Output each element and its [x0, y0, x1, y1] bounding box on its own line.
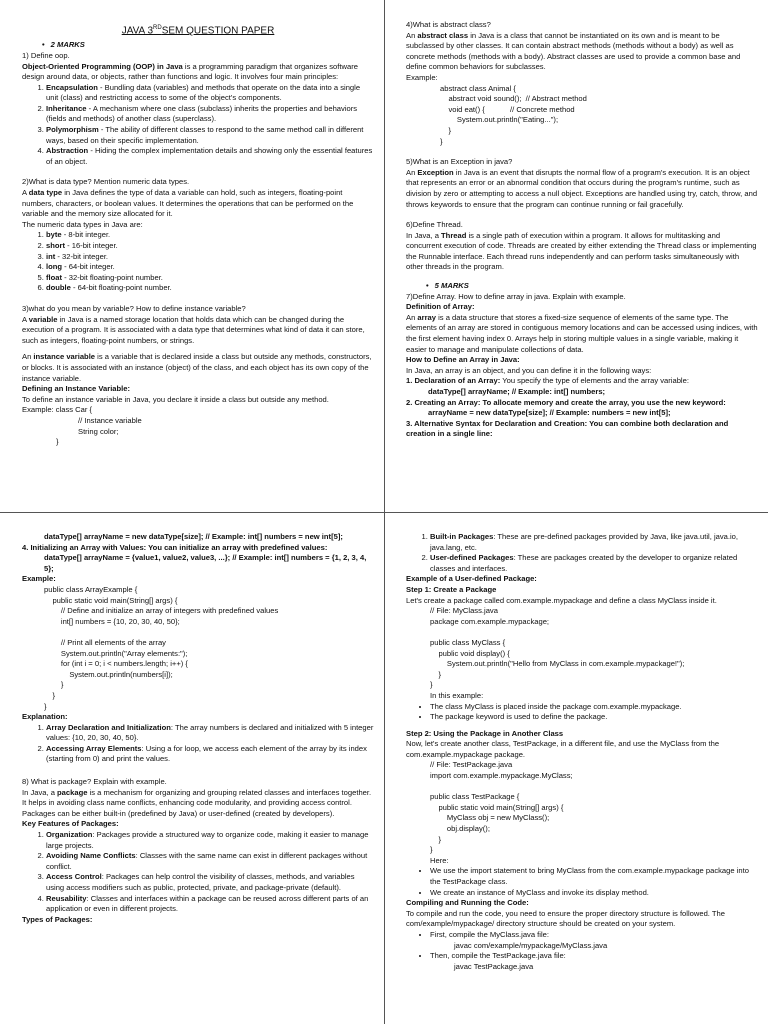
page-3 [0, 512, 384, 1024]
code-line: } [56, 437, 59, 447]
list-item: 3. int - 32-bit integer. [46, 252, 374, 263]
subheading: Explanation: [22, 712, 68, 722]
answer-paragraph: In Java, a package is a mechanism for organizing and grouping related classes and interfaces together. It helps in avoiding class name conflicts, enhancing code modularity, and providing access control. Packages can be either built-in (predefined by Java) or user-defined (created by developers). [22, 787, 372, 818]
list-item: 2. short - 16-bit integer. [46, 241, 374, 252]
answer-paragraph: A data type in Java defines the type of data a variable can hold, such as integers, floating-point numbers, characters, or boolean values. It determines the operations that can be performed on the variable and the memory size allocated for it. [22, 188, 354, 219]
code-line: dataType[] arrayName = {value1, value2, value3, ...}; // Example: int[] numbers = {1, 2, 3, 4, 5}; [44, 553, 367, 573]
subheading: Defining an Instance Variable: [22, 384, 131, 394]
question-5: 5)What is an Exception in java? [406, 157, 513, 167]
numeric-types-list [22, 230, 374, 294]
list-item: 2. Accessing Array Elements: Using a for loop, we access each element of the array by its index (starting from 0) and print the values. [46, 744, 374, 765]
list-item: 4. Abstraction - Hiding the complex implementation details and showing only the essential features of an object. [46, 146, 374, 167]
page-4 [384, 512, 768, 1024]
answer-paragraph: A variable in Java is a named storage location that holds data which can be changed during the execution of a program. It is associated with a data type that determines what kind of data it can store, such as integers, floating-point numbers, or strings. [22, 314, 365, 345]
list-item: 2. User-defined Packages: These are packages created by the developer to organize related classes and interfaces. [430, 553, 758, 574]
section-heading-5-marks: • 5 MARKS [426, 281, 758, 292]
package-types-list [406, 532, 758, 574]
question-7: 7)Define Array. How to define array in java. Explain with example. [406, 291, 626, 301]
list-item: 1. byte - 8-bit integer. [46, 230, 374, 241]
list-item: • First, compile the MyClass.java file: javac com/example/mypackage/MyClass.java [430, 930, 758, 951]
answer-paragraph: An array is a data structure that stores a fixed-size sequence of elements of the same type. The elements of an array are stored in contiguous memory locations and can be accessed using indices, with the first element having index 0. Arrays help in storing multiple values in a single variable, making it easier to manage and manipulate collections of data. [406, 312, 758, 354]
explanation-list [22, 723, 374, 765]
list-item: 1. Built-in Packages: These are pre-defined packages provided by Java, like java.util, java.io, java.lang, etc. [430, 532, 758, 553]
example-label: Example: [406, 72, 438, 82]
step-4: 4. Initializing an Array with Values: You can initialize an array with predefined values: [22, 542, 328, 552]
code-line: // Instance variable [78, 415, 142, 425]
list-item: 1. Array Declaration and Initialization: The array numbers is declared and initialized with 5 integer values: {10, 20, 30, 40, 50}. [46, 723, 374, 744]
code-line: dataType[] arrayName = new dataType[size]; // Example: int[] numbers = new int[5]; [44, 532, 343, 541]
subheading: Key Features of Packages: [22, 819, 119, 829]
subheading: Definition of Array: [406, 302, 475, 312]
section-heading-2-marks: • 2 MARKS [42, 40, 374, 51]
step-heading: Step 1: Create a Package [406, 584, 497, 594]
list-item: • We create an instance of MyClass and invoke its display method. [430, 888, 758, 899]
answer-paragraph: Let's create a package called com.example.mypackage and define a class MyClass inside it. [406, 595, 717, 605]
example-label: Example: class Car { [22, 405, 93, 415]
question-2: 2)What is data type? Mention numeric data types. [22, 177, 190, 187]
code-line: String color; [78, 426, 119, 436]
step-heading: Step 2: Using the Package in Another Class [406, 728, 564, 738]
code-block: // File: TestPackage.java import com.example.mypackage.MyClass; public class TestPackage { public static void main(String[] args) { MyClass obj = new MyClass(); obj.display(); } } Here: [430, 760, 573, 865]
answer-paragraph: In Java, a Thread is a single path of execution within a program. It allows for multitasking and concurrent execution of code. Threads are created by either extending the Thread class or implementing the Runnable interface. Each thread runs independently and can perform tasks simultaneously with other threads in the program. [406, 230, 757, 272]
list-item: • The class MyClass is placed inside the package com.example.mypackage. [430, 702, 758, 713]
answer-paragraph: To compile and run the code, you need to ensure the proper directory structure is followed. The com/example/mypackage/ directory structure should be created on your system. [406, 908, 725, 929]
list-intro: The numeric data types in Java are: [22, 219, 143, 229]
answer-paragraph: An abstract class in Java is a class that cannot be instantiated on its own and is meant to be subclassed by other classes. It can contain abstract methods (methods without a body) as well as concrete methods (methods with a body). Abstract classes are used to provide a common base and define common behaviors for subclasses. [406, 30, 741, 72]
list-item: 2. Avoiding Name Conflicts: Classes with the same name can exist in different packages without conflict. [46, 851, 374, 872]
code-block: public class ArrayExample { public static void main(String[] args) { // Define and initialize an array of integers with predefined values int[] numbers = {10, 20, 30, 40, 50}; // Print all elements of the array System.out.println("Array elements:"); for (int i = 0; i < numbers.length; i++) { System.out.println(numbers[i]); } } } [44, 584, 279, 711]
answer-paragraph: To define an instance variable in Java, you declare it inside a class but outside any method. [22, 394, 329, 404]
bullet-list [406, 930, 758, 972]
key-features-list [22, 830, 374, 915]
code-line: arrayName = new dataType[size]; // Example: numbers = new int[5]; [428, 408, 671, 418]
subheading: Example of a User-defined Package: [406, 574, 537, 584]
answer-paragraph: Object-Oriented Programming (OOP) in Java is a programming paradigm that organizes software design around data, or objects, rather than functions and logic. It involves four main principles: [22, 61, 358, 82]
bullet-list [406, 866, 758, 898]
page-2 [384, 0, 768, 512]
step-1: 1. Declaration of an Array: You specify the type of elements and the array variable: [406, 376, 689, 386]
command-line: javac com/example/mypackage/MyClass.java [454, 940, 608, 950]
question-4: 4)What is abstract class? [406, 20, 491, 29]
list-item: 4. long - 64-bit integer. [46, 262, 374, 273]
code-block: abstract class Animal { abstract void sound(); // Abstract method void eat() { // Concrete method System.out.println("Eating..."); } } [440, 83, 587, 146]
list-item: • The package keyword is used to define the package. [430, 712, 758, 723]
list-item: 1. Organization: Packages provide a structured way to organize code, making it easier to manage large projects. [46, 830, 374, 851]
list-item: 6. double - 64-bit floating-point number. [46, 283, 374, 294]
subheading: Types of Packages: [22, 914, 93, 924]
page-title: JAVA 3RDSEM QUESTION PAPER [121, 25, 275, 37]
list-item: 4. Reusability: Classes and interfaces within a package can be reused across different parts of an application or even in different projects. [46, 894, 374, 915]
list-item: 3. Polymorphism - The ability of different classes to respond to the same method call in different ways, based on their specific implementation. [46, 125, 374, 146]
answer-paragraph: An instance variable is a variable that is declared inside a class but outside any methods, constructors, or blocks. It is associated with an instance (object) of the class, and each object has its own copy of the instance variable. [22, 352, 372, 383]
list-item: 1. Encapsulation - Bundling data (variables) and methods that operate on the data into a single unit (class) and restricting access to some of the object's components. [46, 83, 374, 104]
code-line: dataType[] arrayName; // Example: int[] numbers; [428, 387, 606, 396]
oop-principles-list [22, 83, 374, 168]
answer-paragraph: Now, let's create another class, TestPackage, in a different file, and use the MyClass from the com.example.mypackage package. [406, 739, 720, 759]
command-line: javac TestPackage.java [454, 961, 534, 971]
page-1 [0, 0, 384, 512]
answer-paragraph: In Java, an array is an object, and you can define it in the following ways: [406, 365, 652, 375]
list-item: 3. Access Control: Packages can help control the visibility of classes, methods, and variables using access modifiers such as public, protected, private, and package-private (default). [46, 872, 374, 893]
question-3: 3)what do you mean by variable? How to define instance variable? [22, 303, 246, 313]
example-label: Example: [22, 574, 56, 584]
step-2: 2. Creating an Array: To allocate memory and create the array, you use the new keyword: [406, 397, 726, 407]
list-item: 2. Inheritance - A mechanism where one class (subclass) inherits the properties and behaviors (fields and methods) of another class (superclass). [46, 104, 374, 125]
code-block: // File: MyClass.java package com.example.mypackage; public class MyClass { public void display() { System.out.println("Hello from MyClass in com.example.mypackage!"); } } In this example: [430, 606, 685, 700]
list-item: • We use the import statement to bring MyClass from the com.example.mypackage package into the TestPackage class. [430, 866, 758, 887]
question-6: 6)Define Thread. [406, 220, 463, 230]
step-3: 3. Alternative Syntax for Declaration and Creation: You can combine both declaration and creation in a single line: [406, 418, 729, 439]
list-item: 5. float - 32-bit floating-point number. [46, 273, 374, 284]
subheading: Compiling and Running the Code: [406, 898, 529, 908]
question-8: 8) What is package? Explain with example. [22, 777, 167, 787]
list-item: • Then, compile the TestPackage.java file: javac TestPackage.java [430, 951, 758, 972]
bullet-list [406, 702, 758, 723]
question-1: 1) Define oop. [22, 50, 70, 60]
subheading: How to Define an Array in Java: [406, 355, 520, 365]
answer-paragraph: An Exception in Java is an event that disrupts the normal flow of a program's execution. It is an object that represents an error or an abnormal condition that occurs during the program's runtime, such as division by zero or attempting to access a null object. Exceptions are handled using try, catch, throw, and throws keywords to ensure that the program can continue running or fail gracefully. [406, 167, 758, 209]
